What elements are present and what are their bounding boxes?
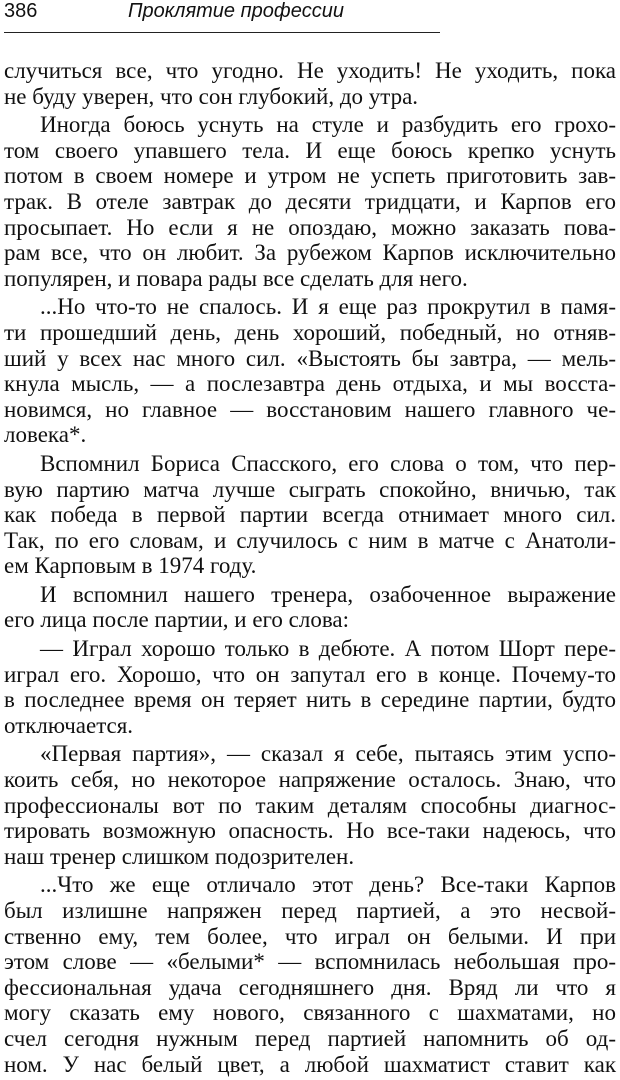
text-line: ственно ему, тем более, что играл он белыми. И при: [4, 923, 616, 949]
text-line: случиться все, что угодно. Не уходить! Не уходить, пока: [4, 58, 616, 83]
text-line: популярен, и повара рады все сделать для него.: [4, 265, 468, 291]
text-line: кнула мысль, — а послезавтра день отдыха, и мы восста-: [4, 371, 616, 397]
text-line: этом слове — «белыми* — вспомнилась небольшая про-: [4, 949, 616, 975]
text-line: ти прошедший день, день хороший, победный, но отняв-: [4, 319, 616, 345]
text-line: фессиональная удача сегодняшнего дня. Вряд ли что я: [4, 974, 616, 1000]
text-line: коить себя, но некоторое напряжение осталось. Знаю, что: [4, 767, 616, 793]
text-line: Вспомнил Бориса Спасского, его слова о том, что пер-: [40, 450, 616, 476]
text-line: тировать возможную опасность. Но все-таки надеюсь, что: [4, 818, 616, 844]
text-line: его лица после партии, и его слова:: [4, 607, 349, 633]
text-line: рам все, что он любит. За рубежом Карпов исключительно: [4, 240, 616, 266]
text-line: ший у всех нас много сил. «Выстоять бы завтра, — мель-: [4, 345, 616, 371]
paragraph: [4, 636, 616, 738]
text-line: просыпает. Но если я не опоздаю, можно заказать пова-: [4, 214, 616, 240]
text-line: потом в своем номере и утром не успеть приготовить зав-: [4, 163, 616, 189]
text-line: Иногда боюсь уснуть на стуле и разбудить его грохо-: [40, 112, 616, 138]
paragraph: [4, 112, 616, 291]
text-line: могу сказать ему нового, связанного с шахматами, но: [4, 1000, 616, 1026]
text-line: — Играл хорошо только в дебюте. А потом Шорт пере-: [40, 636, 616, 662]
text-line: наш тренер слишком подозрителен.: [4, 843, 355, 869]
text-line: играл его. Хорошо, что он запутал его в конце. Почему-то: [4, 661, 616, 687]
text-line: новимся, но главное — восстановим нашего главного че-: [4, 396, 616, 422]
text-line: И вспомнил нашего тренера, озабоченное выражение: [40, 581, 616, 607]
text-line: ем Карповым в 1974 году.: [4, 553, 257, 579]
text-line: «Первая партия», — сказал я себе, пытаясь этим успо-: [40, 741, 616, 767]
paragraph: [4, 58, 616, 109]
text-line: Так, по его словам, и случилось с ним в матче с Анатоли-: [4, 527, 616, 553]
running-head: [4, 2, 440, 33]
text-line: отключается.: [4, 712, 134, 738]
paragraph: [4, 451, 616, 579]
text-line: вую партию матча лучше сыграть спокойно, вничью, так: [4, 476, 616, 502]
text-line: ...Но что-то не спалось. И я еще раз прокрутил в памя-: [40, 294, 616, 320]
page-number: 386: [4, 0, 38, 22]
text-line: ...Что же еще отличало этот день? Все-таки Карпов: [40, 872, 616, 898]
text-line: как победа в первой партии всегда отнимает много сил.: [4, 502, 616, 528]
text-line: в последнее время он теряет нить в середине партии, будто: [4, 687, 616, 713]
text-line: трак. В отеле завтрак до десяти тридцати, и Карпов его: [4, 188, 616, 214]
running-title: Проклятие профессии: [128, 0, 344, 22]
text-line: счел сегодня нужным перед партией напомнить об од-: [4, 1025, 616, 1051]
paragraph: [4, 294, 616, 448]
paragraph: [4, 741, 616, 869]
text-line: профессионалы вот по таким деталям способны диагнос-: [4, 792, 616, 818]
text-line: ном. У нас белый цвет, а любой шахматист ставит как: [4, 1051, 616, 1077]
paragraph: [4, 582, 616, 633]
paragraph: [4, 872, 616, 1077]
text-line: ловека*.: [4, 422, 87, 448]
text-line: был излишне напряжен перед партией, а это несвой-: [4, 898, 616, 923]
text-line: том своего упавшего тела. И еще боюсь крепко уснуть: [4, 137, 616, 163]
text-line: не буду уверен, что сон глубокий, до утра.: [4, 83, 419, 109]
body-text: [4, 58, 616, 1080]
